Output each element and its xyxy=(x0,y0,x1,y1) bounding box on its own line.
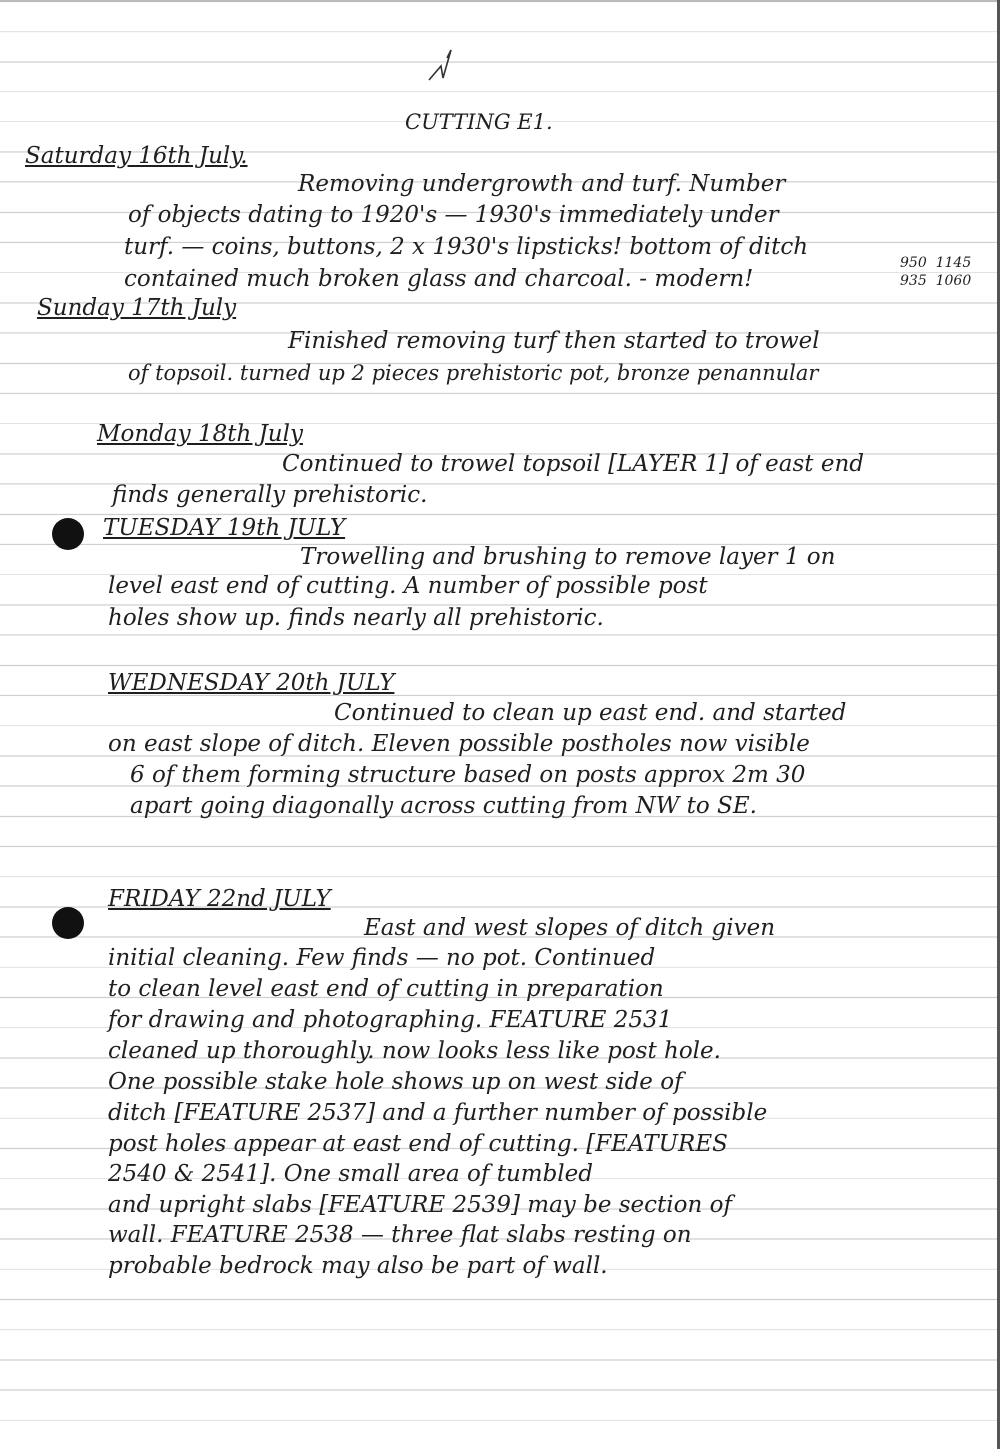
entry-date-wednesday: WEDNESDAY 20th JULY xyxy=(108,670,395,696)
entry-date-saturday: Saturday 16th July. xyxy=(25,143,248,169)
entry-date-friday: FRIDAY 22nd JULY xyxy=(108,886,331,912)
entry-line: apart going diagonally across cutting from NW to SE. xyxy=(130,793,757,819)
entry-line: post holes appear at east end of cutting. [FEATURES xyxy=(108,1131,728,1157)
page-top-edge xyxy=(0,0,1000,2)
entry-line: 6 of them forming structure based on posts approx 2m 30 xyxy=(130,762,806,788)
entry-line: for drawing and photographing. FEATURE 2531 xyxy=(108,1007,673,1033)
entry-line: East and west slopes of ditch given xyxy=(364,915,776,941)
entry-line: turf. — coins, buttons, 2 x 1930's lipsticks! bottom of ditch xyxy=(124,234,809,260)
entry-line: wall. FEATURE 2538 — three flat slabs resting on xyxy=(108,1222,692,1248)
entry-line: of objects dating to 1920's — 1930's immediately under xyxy=(128,202,779,228)
margin-note: 935 1060 xyxy=(900,273,972,289)
entry-date-sunday: Sunday 17th July xyxy=(37,295,237,321)
entry-line: 2540 & 2541]. One small area of tumbled xyxy=(108,1161,593,1187)
entry-line: ditch [FEATURE 2537] and a further number of possible xyxy=(108,1100,768,1126)
entry-line: of topsoil. turned up 2 pieces prehistoric pot, bronze penannular xyxy=(128,361,819,385)
entry-line: to clean level east end of cutting in preparation xyxy=(108,976,664,1002)
entry-line: Removing undergrowth and turf. Number xyxy=(298,171,786,197)
entry-line: and upright slabs [FEATURE 2539] may be section of xyxy=(108,1192,732,1218)
punch-hole-2 xyxy=(52,907,84,939)
entry-line: contained much broken glass and charcoal. - modern! xyxy=(124,266,754,292)
page-heading: CUTTING E1. xyxy=(405,110,553,134)
entry-line: on east slope of ditch. Eleven possible postholes now visible xyxy=(108,731,810,757)
entry-line: probable bedrock may also be part of wall. xyxy=(108,1253,608,1279)
margin-note: 950 1145 xyxy=(900,255,972,271)
entry-line: Continued to clean up east end. and started xyxy=(334,700,847,726)
entry-date-tuesday: TUESDAY 19th JULY xyxy=(103,515,346,541)
entry-line: Finished removing turf then started to trowel xyxy=(288,328,820,354)
entry-line: level east end of cutting. A number of possible post xyxy=(108,573,708,599)
entry-line: One possible stake hole shows up on west side of xyxy=(108,1069,683,1095)
punch-hole-1 xyxy=(52,518,84,550)
entry-line: Trowelling and brushing to remove layer 1 on xyxy=(300,544,836,570)
entry-date-monday: Monday 18th July xyxy=(97,421,303,447)
north-arrow-icon xyxy=(421,40,471,90)
entry-line: initial cleaning. Few finds — no pot. Continued xyxy=(108,945,656,971)
entry-line: cleaned up thoroughly. now looks less like post hole. xyxy=(108,1038,721,1064)
entry-line: holes show up. finds nearly all prehistoric. xyxy=(108,605,604,631)
entry-line: Continued to trowel topsoil [LAYER 1] of east end xyxy=(282,451,865,477)
entry-line: finds generally prehistoric. xyxy=(112,482,428,508)
